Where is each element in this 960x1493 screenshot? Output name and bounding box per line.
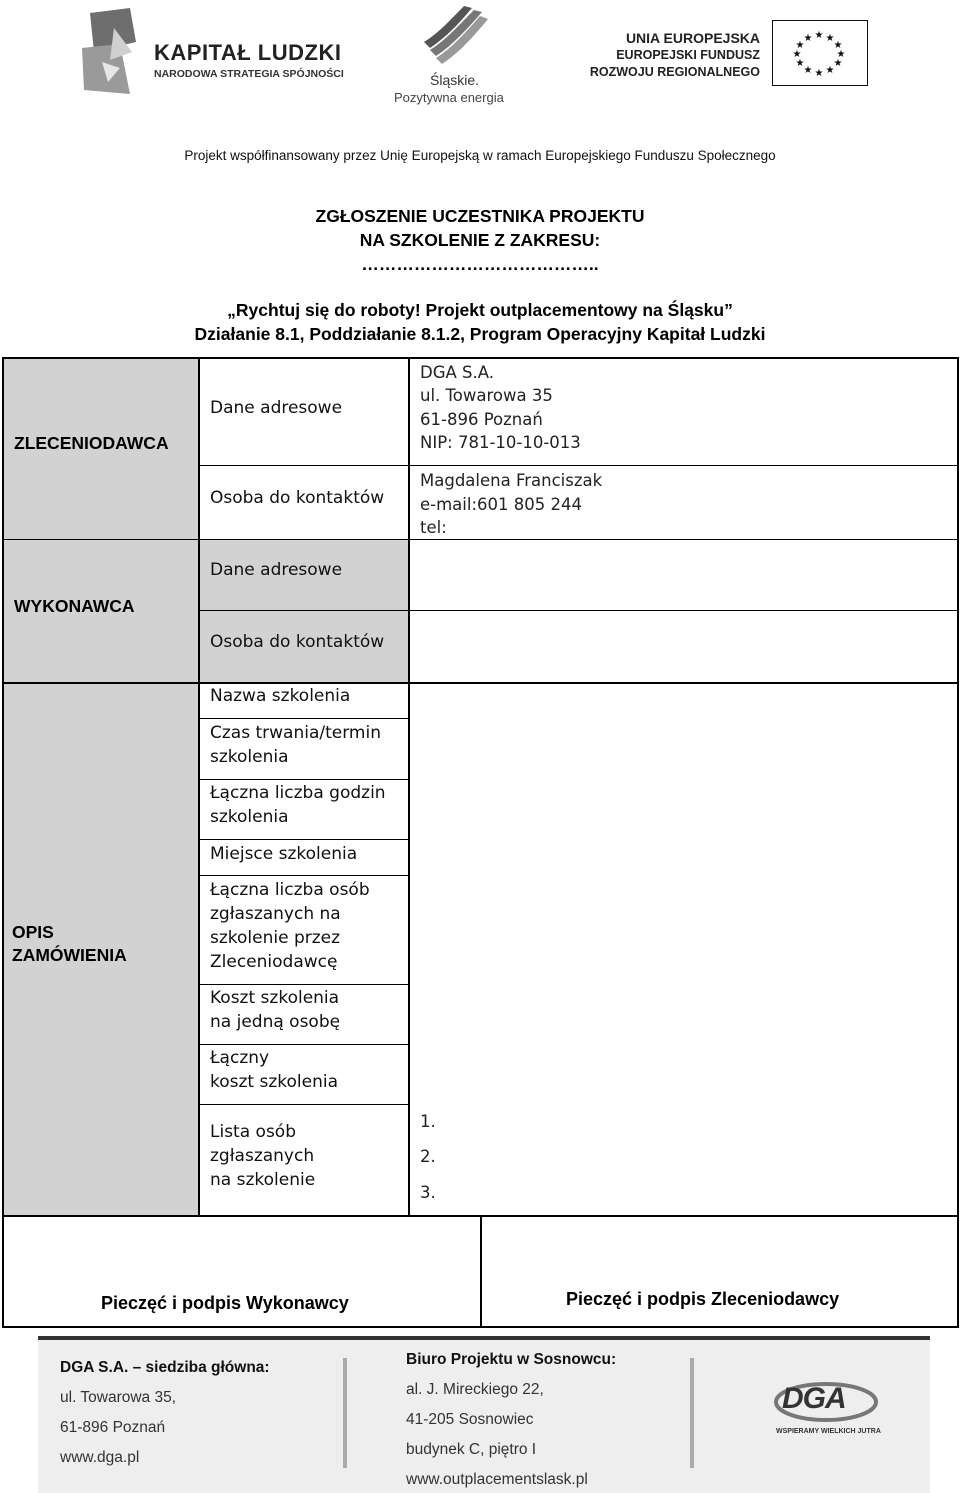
svg-text:★: ★ — [814, 30, 824, 41]
footer-office-website-link[interactable]: www.outplacementslask.pl — [406, 1471, 588, 1488]
cofinancing-note: Projekt współfinansowany przez Unię Europejską w ramach Europejskiego Funduszu Społecznego — [184, 148, 776, 163]
kapital-ludzki-subtitle: NARODOWA STRATEGIA SPÓJNOŚCI — [154, 68, 344, 80]
footer-office-building: budynek C, piętro I — [406, 1441, 537, 1458]
form-subtitle: NA SZKOLENIE Z ZAKRESU: — [359, 230, 601, 250]
participant-number-1: 1. — [420, 1112, 436, 1131]
wykonawca-address-label: Dane adresowe — [210, 560, 343, 580]
footer-separator-2 — [690, 1358, 694, 1468]
footer-office-heading: Biuro Projektu w Sosnowcu: — [406, 1351, 617, 1368]
svg-text:★: ★ — [803, 33, 813, 44]
cost-per-person-label: Koszt szkolenia na jedną osobę — [210, 988, 341, 1032]
footer-hq-website-link[interactable]: www.dga.pl — [60, 1449, 140, 1466]
signature-zleceniodawca-box[interactable] — [482, 1217, 957, 1326]
dga-logo-tagline: WSPIERAMY WIELKICH JUTRA — [776, 1428, 881, 1435]
kapital-ludzki-emblem-icon — [80, 8, 150, 96]
training-location-label: Miejsce szkolenia — [210, 844, 358, 864]
kapital-ludzki-logo — [80, 8, 360, 98]
zleceniodawca-label: ZLECENIODAWCA — [14, 433, 169, 453]
training-name-label: Nazwa szkolenia — [210, 686, 351, 706]
svg-text:★: ★ — [833, 58, 843, 69]
eu-logo — [589, 20, 870, 90]
eu-line-3: ROZWOJU REGIONALNEGO — [589, 65, 760, 79]
svg-text:★: ★ — [825, 65, 835, 76]
footer-separator-1 — [343, 1358, 347, 1468]
slaskie-logo — [388, 2, 538, 110]
signature-wykonawca-box[interactable] — [4, 1217, 480, 1326]
signature-wykonawca-label: Pieczęć i podpis Wykonawcy — [101, 1293, 349, 1313]
svg-text:★: ★ — [795, 40, 805, 51]
label-column-shading — [3, 357, 199, 1217]
svg-text:★: ★ — [836, 49, 846, 60]
eu-flag-icon — [772, 20, 868, 86]
wykonawca-label: WYKONAWCA — [14, 596, 135, 616]
svg-text:★: ★ — [803, 65, 813, 76]
project-name: „Rychtuj się do roboty! Projekt outplacementowy na Śląsku” — [227, 300, 733, 320]
training-hours-label: Łączna liczba godzin szkolenia — [210, 783, 386, 827]
form-title: ZGŁOSZENIE UCZESTNIKA PROJEKTU — [315, 206, 645, 226]
svg-text:★: ★ — [825, 33, 835, 44]
signature-zleceniodawca-label: Pieczęć i podpis Zleceniodawcy — [566, 1289, 840, 1309]
participants-list-label: Lista osób zgłaszanych na szkolenie — [210, 1122, 316, 1190]
svg-text:★: ★ — [833, 40, 843, 51]
zleceniodawca-address-label: Dane adresowe — [210, 398, 343, 418]
dga-logo — [768, 1376, 888, 1446]
participant-number-2: 2. — [420, 1147, 436, 1166]
footer-office-street: al. J. Mireckiego 22, — [406, 1381, 544, 1398]
kapital-ludzki-title: KAPITAŁ LUDZKI — [154, 40, 342, 65]
footer-hq-city: 61-896 Poznań — [60, 1419, 166, 1436]
footer-hq-heading: DGA S.A. – siedziba główna: — [60, 1359, 270, 1376]
dga-logo-text: DGA — [782, 1382, 846, 1415]
footer-hq-street: ul. Towarowa 35, — [60, 1389, 177, 1406]
zleceniodawca-contact-label: Osoba do kontaktów — [210, 488, 385, 508]
slaskie-tagline: Pozytywna energia — [394, 90, 504, 105]
total-cost-label: Łączny koszt szkolenia — [210, 1048, 339, 1092]
footer-office-city: 41-205 Sosnowiec — [406, 1411, 534, 1428]
program-name: Działanie 8.1, Poddziałanie 8.1.2, Program Operacyjny Kapitał Ludzki — [194, 324, 766, 344]
opis-zamowienia-label: OPIS ZAMÓWIENIA — [12, 922, 127, 965]
eu-line-1: UNIA EUROPEJSKA — [625, 30, 760, 46]
svg-text:★: ★ — [792, 49, 802, 60]
wykonawca-contact-field[interactable] — [410, 611, 957, 682]
wykonawca-contact-label: Osoba do kontaktów — [210, 632, 385, 652]
order-description-field[interactable] — [410, 684, 957, 1104]
wykonawca-address-field[interactable] — [410, 540, 957, 610]
slaskie-waves-icon — [418, 2, 498, 68]
slaskie-name: Śląskie. — [430, 72, 480, 88]
participants-count-label: Łączna liczba osób zgłaszanych na szkolenie przez Zleceniodawcę — [210, 880, 370, 972]
form-scope-placeholder: ………………………………….. — [361, 254, 599, 274]
participant-number-3: 3. — [420, 1183, 436, 1202]
eu-line-2: EUROPEJSKI FUNDUSZ — [616, 48, 760, 62]
svg-text:★: ★ — [814, 68, 824, 79]
svg-text:★: ★ — [795, 58, 805, 69]
training-duration-label: Czas trwania/termin szkolenia — [210, 723, 381, 767]
